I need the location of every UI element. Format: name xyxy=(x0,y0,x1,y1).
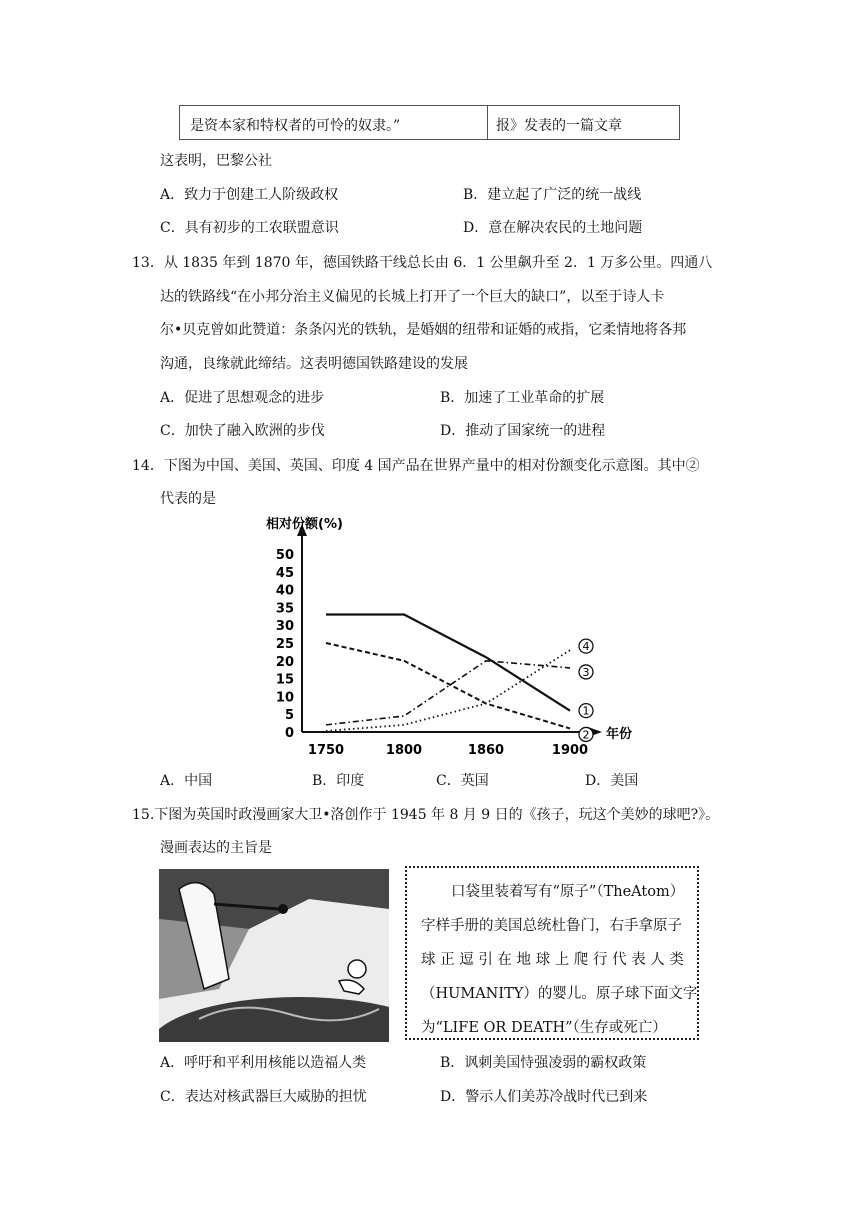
x-tick-label: 1750 xyxy=(307,743,345,758)
series-line-1 xyxy=(326,615,570,711)
series-line-3 xyxy=(326,661,570,725)
series-label-3: 3 xyxy=(582,665,590,679)
q13-stem-line-4: 沟通，良缘就此缔结。这表明德国铁路建设的发展 xyxy=(160,356,468,372)
y-tick-label: 45 xyxy=(275,565,294,581)
q13-stem-line-3: 尔•贝克曾如此赞道：条条闪光的铁轨，是婚姻的纽带和证婚的戒指，它柔情地将各邦 xyxy=(160,322,687,338)
q14-stem-line-1: 14．下图为中国、美国、英国、印度 4 国产品在世界产量中的相对份额变化示意图。其中② xyxy=(132,458,700,474)
q14-option-c: C．英国 xyxy=(436,773,489,789)
y-tick-label: 20 xyxy=(275,654,294,670)
y-tick-label: 35 xyxy=(275,601,294,617)
q13-stem-line-1: 13．从 1835 年到 1870 年，德国铁路干线总长由 6．1 公里飙升至 2．1 万多公里。四通八 xyxy=(132,255,713,271)
series-line-4 xyxy=(326,650,570,731)
table-divider xyxy=(487,106,488,139)
y-tick-label: 25 xyxy=(275,637,294,652)
q15-stem-line-1: 15.下图为英国时政漫画家大卫•洛创作于 1945 年 8 月 9 日的《孩子，玩这个美妙的球吧?》。 xyxy=(132,807,720,823)
y-tick-label: 0 xyxy=(284,726,294,741)
x-tick-label: 1860 xyxy=(467,743,505,758)
x-axis-title: 年份 xyxy=(606,727,633,742)
table-cell-quote: 是资本家和特权者的可怜的奴隶。” xyxy=(190,118,401,134)
table-cell-source: 报》发表的一篇文章 xyxy=(496,118,622,134)
q13-option-d: D．推动了国家统一的进程 xyxy=(440,423,606,439)
caption-line-4: （HUMANITY）的婴儿。原子球下面文字 xyxy=(421,986,698,1002)
quote-table xyxy=(179,105,680,140)
q14-stem-line-2: 代表的是 xyxy=(160,491,216,507)
chart-series-labels xyxy=(579,639,593,741)
q14-option-b: B．印度 xyxy=(312,773,365,789)
cartoon-caption-box xyxy=(405,866,699,1040)
y-tick-label: 40 xyxy=(275,583,294,599)
q15-option-d: D．警示人们美苏冷战时代已到来 xyxy=(440,1089,648,1105)
q14-option-a: A．中国 xyxy=(160,773,213,789)
caption-line-5: 为“LIFE OR DEATH”（生存或死亡） xyxy=(421,1020,667,1036)
share-chart xyxy=(260,512,650,762)
q12-option-c: C．具有初步的工农联盟意识 xyxy=(160,220,339,236)
chart-axes xyxy=(266,516,632,742)
x-tick-label: 1900 xyxy=(551,743,589,758)
q15-option-a: A．呼吁和平利用核能以造福人类 xyxy=(160,1055,367,1071)
q13-option-b: B．加速了工业革命的扩展 xyxy=(440,390,605,406)
q14-option-d: D．美国 xyxy=(585,773,639,789)
chart-ticks xyxy=(276,548,588,758)
q12-option-a: A．致力于创建工人阶级政权 xyxy=(160,187,339,203)
x-tick-label: 1800 xyxy=(385,743,423,758)
q13-stem-line-2: 达的铁路线“在小邦分治主义偏见的长城上打开了一个巨大的缺口”，以至于诗人卡 xyxy=(160,289,665,305)
q12-option-b: B．建立起了广泛的统一战线 xyxy=(463,187,642,203)
y-tick-label: 30 xyxy=(275,619,294,635)
caption-line-3: 球 正 逗 引 在 地 球 上 爬 行 代 表 人 类 xyxy=(421,952,684,968)
y-tick-label: 15 xyxy=(275,672,294,688)
series-label-4: 4 xyxy=(582,640,590,654)
q15-option-b: B．讽刺美国恃强凌弱的霸权政策 xyxy=(440,1055,647,1071)
y-tick-label: 10 xyxy=(275,690,294,706)
series-label-1: 1 xyxy=(582,704,590,718)
q15-stem-line-2: 漫画表达的主旨是 xyxy=(160,840,272,856)
chart-series xyxy=(326,615,570,731)
caption-line-1: 口袋里装着写有“原子”（TheAtom） xyxy=(451,884,685,900)
q13-option-a: A．促进了思想观念的进步 xyxy=(160,390,325,406)
political-cartoon-image xyxy=(159,869,389,1042)
q15-option-c: C．表达对核武器巨大威胁的担忧 xyxy=(160,1089,367,1105)
y-tick-label: 50 xyxy=(275,548,294,563)
y-tick-label: 5 xyxy=(284,708,294,724)
q12-stem-tail: 这表明，巴黎公社 xyxy=(160,153,272,169)
series-label-2: 2 xyxy=(582,728,590,742)
caption-line-2: 字样手册的美国总统杜鲁门，右手拿原子 xyxy=(421,918,682,934)
y-axis-title: 相对份额(%) xyxy=(266,517,343,532)
q12-option-d: D．意在解决农民的土地问题 xyxy=(463,220,643,236)
q13-option-c: C．加快了融入欧洲的步伐 xyxy=(160,423,325,439)
